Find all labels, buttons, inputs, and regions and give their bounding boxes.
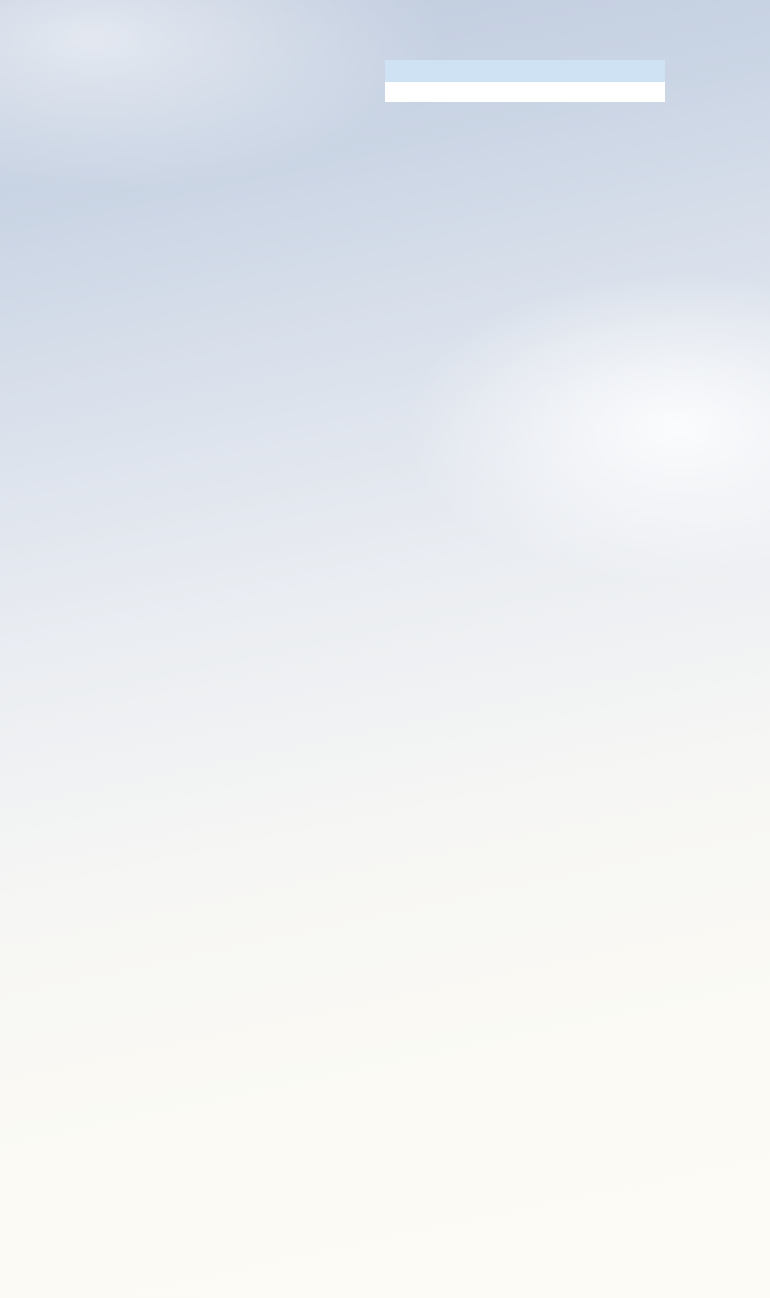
left-text-column: [58, 34, 386, 44]
full-width-text: [58, 650, 714, 663]
table-units-row: [385, 82, 665, 102]
table-header-row: [385, 60, 665, 82]
elevation-profile-chart: [0, 1020, 770, 1235]
itinerary-table: [385, 60, 665, 102]
